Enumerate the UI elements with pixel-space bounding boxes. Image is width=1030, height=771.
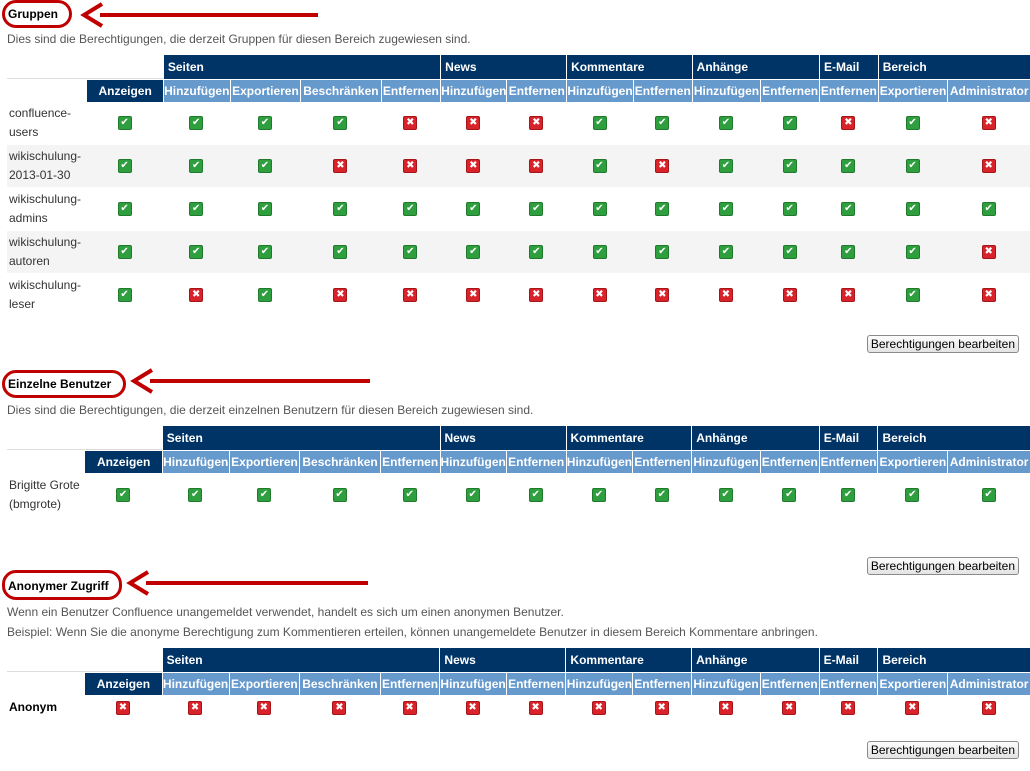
cross-icon: ✖ [403,159,417,173]
permission-cell [84,695,161,721]
column-group-6: Bereich [877,648,1030,672]
check-icon: ✔ [189,116,203,130]
permission-cell [163,188,230,231]
column-header: Hinzufügen [163,79,230,102]
cross-icon: ✖ [982,116,996,130]
column-header: Hinzufügen [566,79,633,102]
users-edit-permissions-button[interactable]: Berechtigungen bearbeiten [867,557,1019,575]
column-header: Entfernen [819,450,878,473]
column-header: Exportieren [877,450,947,473]
check-icon: ✔ [782,488,796,502]
permission-cell [760,102,819,145]
permission-cell [566,473,633,517]
column-group-4: Anhänge [692,55,819,79]
check-icon: ✔ [529,488,543,502]
column-header: Hinzufügen [162,672,229,695]
permission-cell [440,274,506,317]
column-header: Entfernen [760,450,819,473]
check-icon: ✔ [118,245,132,259]
check-icon: ✔ [593,245,607,259]
permission-cell [878,145,948,188]
cross-icon: ✖ [403,288,417,302]
column-group-3: Kommentare [566,426,692,450]
permission-cell [84,473,161,517]
cross-icon: ✖ [529,116,543,130]
column-header: Hinzufügen [439,672,505,695]
check-icon: ✔ [466,202,480,216]
column-group-1: Seiten [162,426,440,450]
column-header: Entfernen [819,672,878,695]
permission-cell [947,188,1030,231]
permission-cell [566,231,633,274]
permission-cell [947,695,1030,721]
header-blank [7,648,162,672]
check-icon: ✔ [982,202,996,216]
check-icon: ✔ [783,159,797,173]
groups-description: Dies sind die Berechtigungen, die derzeit Gruppen für diesen Bereich zugewiesen sind. [7,32,471,46]
cross-icon: ✖ [333,288,347,302]
check-icon: ✔ [403,245,417,259]
permission-cell [947,274,1030,317]
permission-cell [878,274,948,317]
column-header: Beschränken [299,672,380,695]
check-icon: ✔ [783,245,797,259]
permission-cell [633,188,692,231]
permission-cell [947,231,1030,274]
column-header: Hinzufügen [440,79,506,102]
cross-icon: ✖ [655,701,669,715]
permission-cell [506,231,566,274]
permission-cell [632,695,691,721]
column-group-6: Bereich [877,426,1030,450]
table-row [7,695,1030,721]
check-icon: ✔ [655,245,669,259]
permission-cell [819,695,878,721]
permission-cell [440,473,506,517]
permission-cell [506,274,566,317]
column-group-2: News [440,55,566,79]
permission-cell [506,145,566,188]
check-icon: ✔ [719,159,733,173]
column-header: Hinzufügen [566,450,633,473]
cross-icon: ✖ [189,288,203,302]
check-icon: ✔ [592,488,606,502]
check-icon: ✔ [257,488,271,502]
check-icon: ✔ [118,116,132,130]
permission-cell [760,695,819,721]
check-icon: ✔ [258,116,272,130]
anon-description-2: Beispiel: Wenn Sie die anonyme Berechtigung zum Kommentieren erteilen, können unangemeldete Benutzer in diesem Bereich Kommentare anbringen. [7,625,818,639]
check-icon: ✔ [333,116,347,130]
permission-cell [440,102,506,145]
column-header: Entfernen [819,79,878,102]
check-icon: ✔ [189,202,203,216]
permission-cell [878,231,948,274]
cross-icon: ✖ [782,701,796,715]
column-header: Hinzufügen [162,450,229,473]
permission-cell [440,145,506,188]
check-icon: ✔ [258,159,272,173]
column-header: Hinzufügen [692,79,761,102]
permission-cell [878,188,948,231]
permission-cell [380,695,440,721]
check-icon: ✔ [258,202,272,216]
column-group-2: News [440,426,566,450]
permission-cell [86,102,162,145]
column-header: Entfernen [380,450,440,473]
header-blank [7,426,162,450]
permission-cell [633,102,692,145]
check-icon: ✔ [783,116,797,130]
table-row [7,231,1030,274]
permission-cell [760,145,819,188]
cross-icon: ✖ [655,288,669,302]
anon-permission-table [7,648,1030,721]
groups-permission-table [7,55,1030,317]
permission-cell [760,473,819,517]
permission-cell [947,145,1030,188]
check-icon: ✔ [841,245,855,259]
permission-cell [300,188,380,231]
check-icon: ✔ [116,488,130,502]
permission-cell [380,473,440,517]
cross-icon: ✖ [403,701,417,715]
gruppen-arrow-icon [78,2,322,28]
permission-cell [947,473,1030,517]
check-icon: ✔ [593,202,607,216]
cross-icon: ✖ [332,701,346,715]
anon-description-1: Wenn ein Benutzer Confluence unangemeldet verwendet, handelt es sich um einen anonymen Benutzer. [7,605,564,619]
permission-cell [162,695,229,721]
row-label: confluence-users [7,102,86,145]
cross-icon: ✖ [257,701,271,715]
column-group-5: E-Mail [819,426,878,450]
check-icon: ✔ [189,245,203,259]
column-header: Entfernen [506,450,566,473]
check-icon: ✔ [189,159,203,173]
check-icon: ✔ [333,488,347,502]
subheader-blank [7,79,86,102]
row-label: wikischulung-admins [7,188,86,231]
subheader-blank [7,450,84,473]
column-group-3: Kommentare [565,648,691,672]
cross-icon: ✖ [333,159,347,173]
cross-icon: ✖ [719,701,733,715]
permission-cell [633,231,692,274]
check-icon: ✔ [593,159,607,173]
check-icon: ✔ [593,116,607,130]
permission-cell [692,274,761,317]
check-icon: ✔ [906,202,920,216]
permission-cell [819,188,878,231]
cross-icon: ✖ [529,701,543,715]
column-header: Entfernen [632,450,691,473]
permission-cell [760,274,819,317]
groups-title: Gruppen [8,7,58,21]
row-label: wikischulung-autoren [7,231,86,274]
column-group-1: Seiten [163,55,440,79]
check-icon: ✔ [841,202,855,216]
permission-cell [566,102,633,145]
column-header: Anzeigen [86,79,162,102]
check-icon: ✔ [719,116,733,130]
permission-cell [819,102,878,145]
permission-cell [760,231,819,274]
column-header: Entfernen [633,79,692,102]
permission-cell [381,231,441,274]
column-header: Administrator [947,450,1030,473]
permission-cell [633,274,692,317]
check-icon: ✔ [841,159,855,173]
permission-cell [229,695,300,721]
permission-cell [230,145,301,188]
check-icon: ✔ [529,202,543,216]
check-icon: ✔ [466,488,480,502]
permission-cell [760,188,819,231]
permission-cell [230,188,301,231]
permission-cell [819,274,878,317]
check-icon: ✔ [118,288,132,302]
permission-cell [86,231,162,274]
check-icon: ✔ [905,488,919,502]
cross-icon: ✖ [466,116,480,130]
permission-cell [299,695,380,721]
column-header: Exportieren [230,79,301,102]
column-header: Beschränken [300,79,380,102]
cross-icon: ✖ [719,288,733,302]
permission-cell [819,473,878,517]
permission-cell [381,145,441,188]
check-icon: ✔ [655,488,669,502]
anon-edit-permissions-button[interactable]: Berechtigungen bearbeiten [867,741,1019,759]
permission-cell [381,188,441,231]
check-icon: ✔ [529,245,543,259]
permission-cell [878,102,948,145]
permission-cell [300,145,380,188]
permission-cell [86,145,162,188]
users-permission-table [7,426,1030,517]
cross-icon: ✖ [841,116,855,130]
permission-cell [440,231,506,274]
table-row [7,145,1030,188]
cross-icon: ✖ [188,701,202,715]
column-header: Entfernen [506,79,566,102]
anon-title: Anonymer Zugriff [8,579,109,593]
permission-cell [877,473,947,517]
users-title: Einzelne Benutzer [8,377,112,391]
check-icon: ✔ [403,202,417,216]
permission-cell [230,231,301,274]
permission-cell [439,695,505,721]
permission-cell [692,231,761,274]
check-icon: ✔ [841,488,855,502]
column-header: Administrator [947,672,1030,695]
check-icon: ✔ [982,488,996,502]
permission-cell [300,102,380,145]
permission-cell [300,274,380,317]
groups-edit-permissions-button[interactable]: Berechtigungen bearbeiten [867,335,1019,353]
column-group-5: E-Mail [819,648,878,672]
permission-cell [506,102,566,145]
row-label: wikischulung-2013-01-30 [7,145,86,188]
row-label: wikischulung-leser [7,274,86,317]
cross-icon: ✖ [592,701,606,715]
cross-icon: ✖ [783,288,797,302]
permission-cell [566,274,633,317]
permission-cell [819,231,878,274]
permission-cell [506,695,566,721]
check-icon: ✔ [655,202,669,216]
permission-cell [230,274,301,317]
check-icon: ✔ [906,245,920,259]
permission-cell [86,188,162,231]
permission-cell [440,188,506,231]
column-header: Exportieren [229,672,300,695]
table-row [7,102,1030,145]
permission-cell [381,102,441,145]
column-header: Beschränken [299,450,380,473]
permission-cell [692,102,761,145]
permission-cell [692,145,761,188]
column-header: Entfernen [632,672,691,695]
cross-icon: ✖ [905,701,919,715]
cross-icon: ✖ [655,159,669,173]
column-header: Exportieren [878,79,948,102]
column-header: Entfernen [381,79,441,102]
anon-arrow-icon [124,570,372,596]
cross-icon: ✖ [982,701,996,715]
check-icon: ✔ [906,288,920,302]
cross-icon: ✖ [841,288,855,302]
row-label: Brigitte Grote (bmgrote) [7,473,84,517]
permission-cell [565,695,632,721]
table-row [7,473,1030,517]
check-icon: ✔ [906,116,920,130]
column-header: Administrator [947,79,1030,102]
permission-cell [633,145,692,188]
permission-cell [163,231,230,274]
check-icon: ✔ [258,288,272,302]
column-header: Entfernen [380,672,440,695]
check-icon: ✔ [466,245,480,259]
cross-icon: ✖ [529,159,543,173]
column-header: Anzeigen [84,672,161,695]
check-icon: ✔ [719,488,733,502]
permission-cell [566,188,633,231]
column-header: Exportieren [877,672,947,695]
column-header: Anzeigen [84,450,161,473]
check-icon: ✔ [655,116,669,130]
column-group-6: Bereich [878,55,1030,79]
check-icon: ✔ [258,245,272,259]
users-description: Dies sind die Berechtigungen, die derzeit einzelnen Benutzern für diesen Bereich zugewiesen sind. [7,403,534,417]
column-group-5: E-Mail [819,55,878,79]
permission-cell [300,231,380,274]
cross-icon: ✖ [529,288,543,302]
check-icon: ✔ [333,245,347,259]
row-label: Anonym [7,695,84,721]
permission-cell [691,473,760,517]
check-icon: ✔ [118,202,132,216]
permission-cell [163,102,230,145]
column-header: Entfernen [760,79,819,102]
column-group-4: Anhänge [691,648,819,672]
cross-icon: ✖ [466,159,480,173]
column-header: Hinzufügen [440,450,506,473]
permission-cell [163,274,230,317]
column-group-3: Kommentare [566,55,692,79]
check-icon: ✔ [188,488,202,502]
permission-cell [692,188,761,231]
permission-cell [162,473,229,517]
permission-cell [299,473,380,517]
permission-cell [691,695,760,721]
permission-cell [229,473,300,517]
permission-cell [566,145,633,188]
check-icon: ✔ [783,202,797,216]
cross-icon: ✖ [982,159,996,173]
permission-cell [947,102,1030,145]
permission-cell [86,274,162,317]
column-group-2: News [439,648,565,672]
column-header: Entfernen [506,672,566,695]
users-arrow-icon [128,368,374,394]
cross-icon: ✖ [982,288,996,302]
subheader-blank [7,672,84,695]
cross-icon: ✖ [841,701,855,715]
permission-cell [381,274,441,317]
column-header: Hinzufügen [691,672,760,695]
cross-icon: ✖ [116,701,130,715]
table-row [7,188,1030,231]
check-icon: ✔ [719,202,733,216]
column-header: Entfernen [760,672,819,695]
permission-cell [819,145,878,188]
cross-icon: ✖ [403,116,417,130]
column-group-4: Anhänge [691,426,819,450]
permission-cell [632,473,691,517]
column-header: Hinzufügen [565,672,632,695]
header-blank [7,55,163,79]
check-icon: ✔ [118,159,132,173]
check-icon: ✔ [403,488,417,502]
cross-icon: ✖ [466,288,480,302]
check-icon: ✔ [333,202,347,216]
cross-icon: ✖ [593,288,607,302]
permission-cell [877,695,947,721]
cross-icon: ✖ [982,245,996,259]
permission-cell [163,145,230,188]
permission-cell [506,188,566,231]
check-icon: ✔ [719,245,733,259]
permission-cell [230,102,301,145]
column-group-1: Seiten [162,648,440,672]
table-row [7,274,1030,317]
permission-cell [506,473,566,517]
column-header: Exportieren [229,450,300,473]
column-header: Hinzufügen [691,450,760,473]
check-icon: ✔ [906,159,920,173]
cross-icon: ✖ [466,701,480,715]
